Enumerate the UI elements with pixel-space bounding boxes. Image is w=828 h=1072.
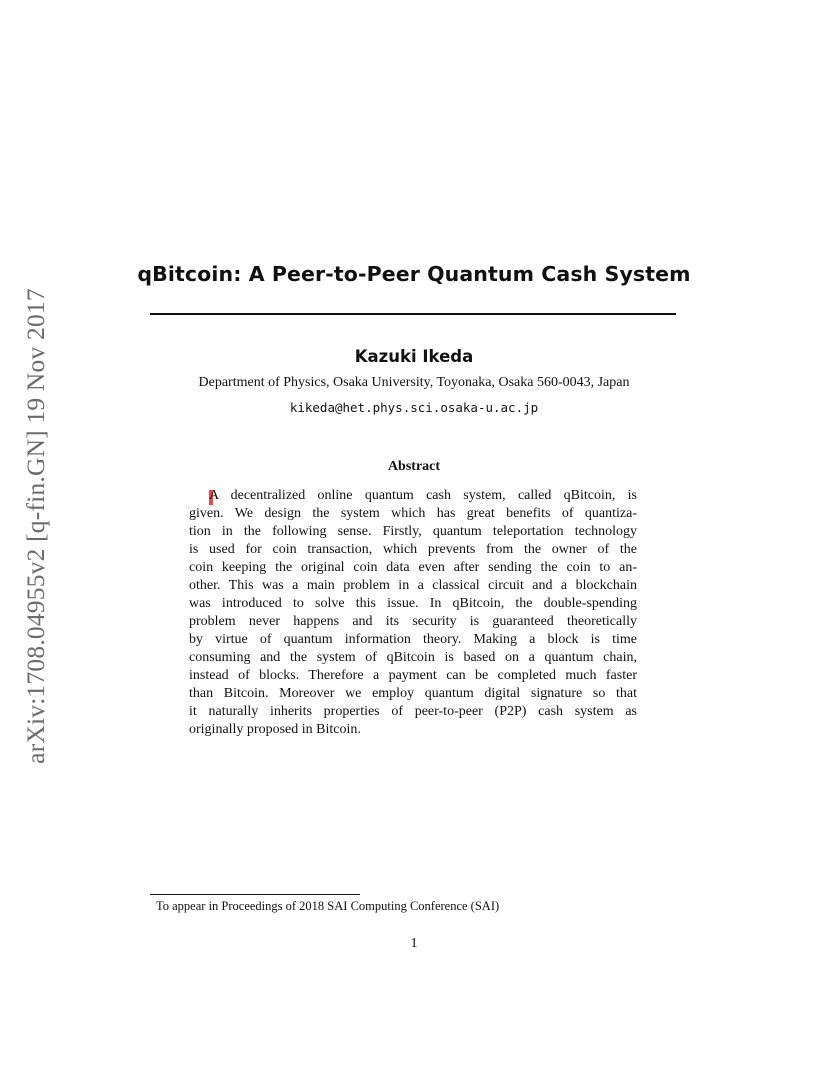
abstract-line: coin keeping the original coin data even after sending the coin to an- [189,560,637,575]
abstract-line: other. This was a main problem in a classical circuit and a blockchain [189,578,637,593]
footnote-text: To appear in Proceedings of 2018 SAI Computing Conference (SAI) [156,899,500,913]
abstract-line: by virtue of quantum information theory. Making a block is time [189,632,637,647]
paper-title: qBitcoin: A Peer-to-Peer Quantum Cash System [137,262,691,286]
title-divider [150,313,676,315]
page-number: 1 [410,936,418,951]
abstract-line: given. We design the system which has great benefits of quantiza- [189,506,637,521]
footnote-divider [150,894,360,895]
abstract-line: originally proposed in Bitcoin. [189,722,361,737]
author-affiliation: Department of Physics, Osaka University, Toyonaka, Osaka 560-0043, Japan [198,375,630,390]
abstract-body [189,487,637,739]
arxiv-identifier: arXiv:1708.04955v2 [q-fin.GN] 19 Nov 2017 [21,288,50,764]
abstract-line: it naturally inherits properties of peer-to-peer (P2P) cash system as [189,704,637,719]
author-email[interactable]: kikeda@het.phys.sci.osaka-u.ac.jp [289,400,539,415]
abstract-line: consuming and the system of qBitcoin is based on a quantum chain, [189,650,637,665]
author-name: Kazuki Ikeda [354,347,474,366]
abstract-line: tion in the following sense. Firstly, quantum teleportation technology [189,524,637,539]
abstract-line: than Bitcoin. Moreover we employ quantum digital signature so that [189,686,637,701]
abstract-line: instead of blocks. Therefore a payment can be completed much faster [189,668,637,683]
abstract-heading: Abstract [387,459,441,474]
abstract-line: is used for coin transaction, which prevents from the owner of the [189,542,637,557]
abstract-line: A decentralized online quantum cash system, called qBitcoin, is [209,488,637,503]
abstract-line: problem never happens and its security is guaranteed theoretically [189,614,637,629]
abstract-line: was introduced to solve this issue. In qBitcoin, the double-spending [189,596,637,611]
